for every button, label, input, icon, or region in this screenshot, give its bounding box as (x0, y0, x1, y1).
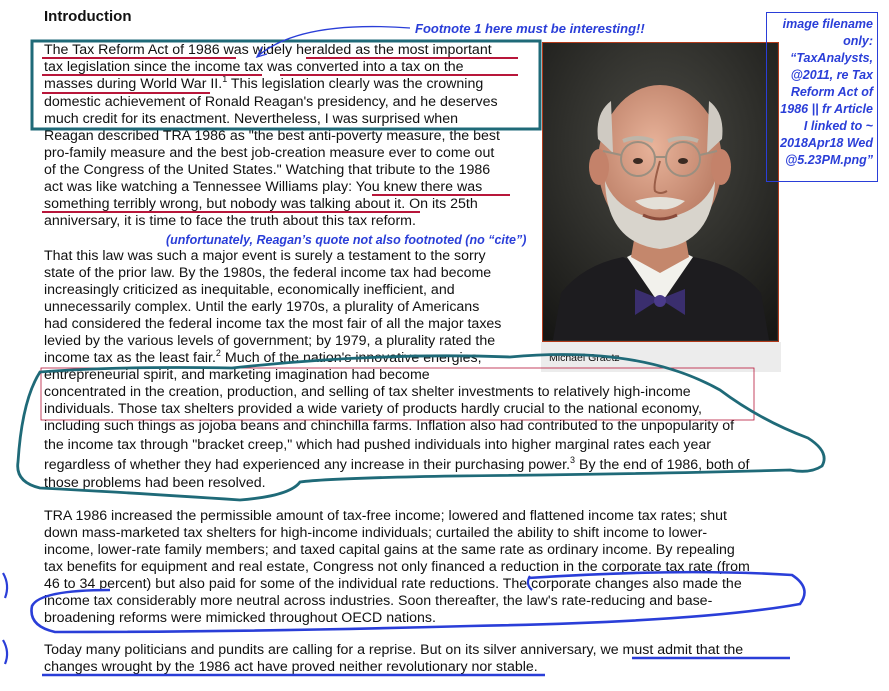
text-line: The Tax Reform Act of 1986 was widely heralded as the most important (44, 42, 492, 58)
filename-line: only: (843, 34, 873, 48)
text-line: levied by the various levels of government; by 1979, a plurality rated the (44, 333, 496, 349)
text-line: TRA 1986 increased the permissible amount of tax-free income; lowered and flattened income tax rates; shut (44, 508, 727, 524)
text-line: unnecessarily complex. Until the early 1970s, a plurality of Americans (44, 299, 480, 315)
text-line: broadening reforms were mimicked throughout OECD nations. (44, 610, 436, 626)
text-line: something terribly wrong, but nobody was talking about it. On its 25th (44, 196, 478, 212)
filename-line: @2011, re Tax (790, 68, 873, 82)
author-photo (542, 42, 779, 342)
text-segment: Much of the nation's innovative energies, (224, 350, 482, 366)
text-line: individuals. Those tax shelters provided a wide variety of products hardly crucial to the national economy, (44, 401, 702, 417)
filename-line: 1986 || fr Article (780, 102, 873, 116)
footnote-ref-3[interactable]: 3 (570, 455, 576, 465)
text-line: tax legislation since the income tax was converted into a tax on the (44, 59, 464, 75)
text-line: entrepreneurial spirit, and marketing imagination had become (44, 367, 430, 383)
text-line: state of the prior law. By the 1980s, the federal income tax had become (44, 265, 492, 281)
text-line (44, 350, 482, 367)
text-line: down mass-marketed tax shelters for high-income individuals; curtailed the ability to shift income to lower- (44, 525, 708, 541)
text-line: those problems had been resolved. (44, 475, 266, 491)
text-line: domestic achievement of Ronald Reagan's presidency, and he deserves (44, 94, 498, 110)
text-line: 46 to 34 percent) but also paid for some of the individual rate reductions. The corporate changes also made the (44, 576, 742, 592)
text-line: income tax considerably more neutral across industries. Soon thereafter, the law's rate-reducing and base- (44, 593, 713, 609)
text-line: Today many politicians and pundits are calling for a reprise. But on its silver anniversary, we must admit that the (44, 642, 744, 658)
text-segment: This legislation clearly was the crowning (230, 76, 484, 92)
text-segment: masses during World War II. (44, 76, 223, 92)
text-line: concentrated in the creation, production, and selling of tax shelter investments to relatively high-income (44, 384, 691, 400)
cite-annotation: (unfortunately, Reagan’s quote not also footnoted (no “cite”) (166, 233, 527, 247)
text-line: act was like watching a Tennessee Williams play: You knew there was (44, 179, 483, 195)
text-line: income, lower-rate family members; and taxed capital gains at the same rate as ordinary income. By repealing (44, 542, 735, 558)
text-segment: By the end of 1986, both of (579, 457, 750, 473)
text-line: Reagan described TRA 1986 as "the best anti-poverty measure, the best (44, 128, 500, 144)
filename-line: “TaxAnalysts, (790, 51, 873, 65)
text-line: the income tax through "bracket creep," which had pushed individuals into higher marginal rates each year (44, 437, 712, 453)
margin-mark (3, 573, 7, 598)
filename-line: I linked to ~ (803, 119, 873, 133)
photo-caption: Michael Graetz (549, 352, 620, 364)
text-line: anniversary, it is time to face the truth about this tax reform. (44, 213, 416, 229)
filename-line: image filename (782, 17, 873, 31)
text-line (44, 76, 483, 93)
text-line: of the Congress of the United States." Watching that tribute to the 1986 (44, 162, 491, 178)
text-line: changes wrought by the 1986 act have proved neither revolutionary nor stable. (44, 659, 538, 675)
text-line: pro-family measure and the best job-creation measure ever to come out (44, 145, 495, 161)
text-line: increasingly criticized as inequitable, economically inefficient, and (44, 282, 455, 298)
filename-annotation (766, 12, 878, 182)
filename-line: Reform Act of (790, 85, 873, 99)
footnote-annotation: Footnote 1 here must be interesting!! (415, 21, 645, 36)
text-line: much credit for its enactment. Nevertheless, I was surprised when (44, 111, 458, 127)
text-line (44, 457, 749, 474)
text-line: That this law was such a major event is surely a testament to the sorry (44, 248, 486, 264)
margin-mark (3, 640, 7, 664)
footnote-ref-1[interactable]: 1 (222, 74, 228, 84)
text-line: had considered the federal income tax the most fair of all the major taxes (44, 316, 502, 332)
text-line: including such things as jojoba beans and chinchilla farms. Inflation also had contributed to the unpopularity of (44, 418, 735, 434)
filename-line: @5.23PM.png” (785, 153, 873, 167)
portrait-illustration (543, 43, 777, 340)
filename-line: 2018Apr18 Wed (780, 136, 873, 150)
text-segment: regardless of whether they had experienced any increase in their purchasing power. (44, 457, 571, 473)
section-heading: Introduction (44, 8, 132, 25)
footnote-ref-2[interactable]: 2 (215, 348, 221, 358)
text-segment: income tax as the least fair. (44, 350, 216, 366)
text-line: tax benefits for equipment and real estate, Congress not only financed a reduction in the corporate tax rate (from (44, 559, 750, 575)
